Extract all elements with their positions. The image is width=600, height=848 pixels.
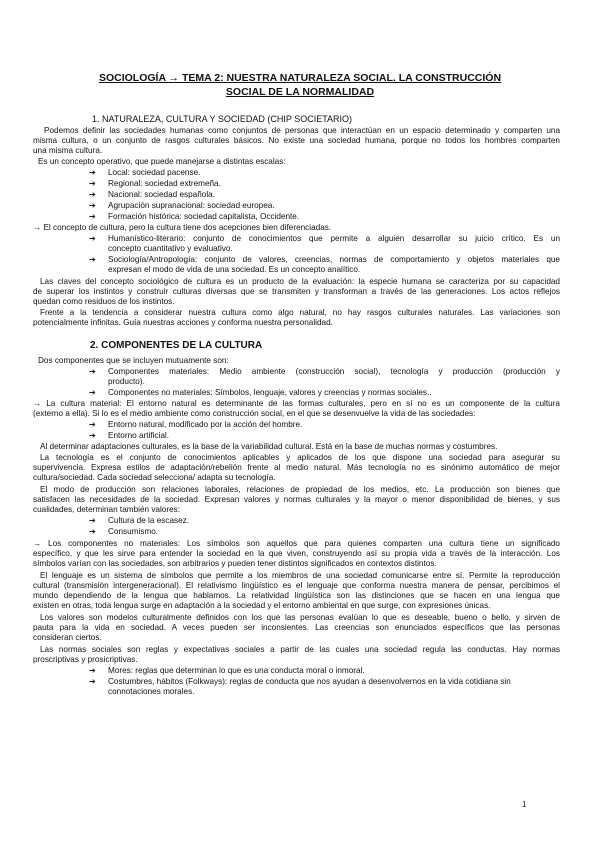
entorno-artificial: Entorno artificial. — [108, 431, 169, 440]
s2-p2-line-1: → La cultura material: El entorno natural es determinante de las formas culturales, pero en sí no es un componente de la cultura — [33, 399, 560, 408]
s2-p2-line-2: (externo a ella). Si lo es el medio ambiente como construcción social, en el que se desenvuelve la vida de las sociedades: — [33, 409, 476, 418]
arrow-icon: ➔ — [89, 212, 96, 221]
component-material-line-2: producto). — [108, 377, 145, 386]
s2-p9-line-2: proscriptivas y prosicriptivas. — [33, 655, 138, 664]
arrow-icon: ➔ — [89, 677, 96, 686]
s1-p3: → El concepto de cultura, pero la cultura tiene dos acepciones bien diferenciadas. — [33, 223, 332, 232]
s2-p8-line-3: consideran ciertos. — [33, 633, 102, 642]
s1-p1-line-1: Podemos definir las sociedades humanas como conjuntos de personas que interactúan en un espacio determinado y comparten una — [44, 126, 560, 135]
document-title-line-1: SOCIOLOGÍA → TEMA 2: NUESTRA NATURALEZA SOCIAL. LA CONSTRUCCIÓN — [98, 72, 502, 84]
section-1-heading: 1. NATURALEZA, CULTURA Y SOCIEDAD (CHIP SOCIETARIO) — [92, 114, 353, 124]
s2-p4-line-3: cultura/sociedad. Cada sociedad selecciona/ adapta su tecnología. — [33, 473, 276, 482]
s2-p6-line-1: → Los componentes no materiales: Los símbolos son aquellos que para quienes comparten una cultura tiene un significado — [33, 539, 560, 548]
component-material-line-1: Componentes materiales: Medio ambiente (construcción social), tecnología y producción (producción y — [108, 367, 560, 376]
scale-item-regional: Regional: sociedad extremeña. — [108, 179, 221, 188]
arrow-icon: ➔ — [89, 255, 96, 264]
s1-p5-line-1: Frente a la tendencia a considerar nuestra cultura como algo natural, no hay rasgos culturales naturales. Las variaciones son — [40, 308, 560, 317]
s2-p4-line-2: supervivencia. Expresa estilos de adaptación/rebelión frente al medio natural. Más tecnología no es sinónimo automático de mejor — [33, 463, 560, 472]
section-2-heading: 2. COMPONENTES DE LA CULTURA — [90, 340, 263, 351]
arrow-icon: ➔ — [89, 388, 96, 397]
acepcion-humanistica-line-1: Humanístico-literario: conjunto de conocimientos que permite a alguien desarrollar su juicio crítico. Es un — [108, 234, 560, 243]
s2-p7-line-1: El lenguaje es un sistema de símbolos que permite a los miembros de una sociedad comunicarse entre sí. Permite la reproducción — [40, 571, 560, 580]
scale-item-nacional: Nacional: sociedad española. — [108, 190, 215, 199]
s1-p4-line-3: quedan como residuos de los instintos. — [33, 297, 175, 306]
s2-p5-line-2: satisfacen las necesidades de la sociedad. Expresan valores y normas culturales y la mayor o menor disponibilidad de bienes, y sus — [33, 495, 560, 504]
norma-folkways-line-2: connotaciones morales. — [108, 687, 195, 696]
s2-p7-line-3: mundo dependiendo de la lengua que hablamos. La relatividad lingüística son las distinciones que se hacen en una lengua que — [33, 591, 560, 600]
s2-p9-line-1: Las normas sociales son reglas y expectativas sociales a partir de las cuales una sociedad regula las conductas. Hay normas — [40, 645, 560, 654]
arrow-icon: ➔ — [89, 179, 96, 188]
arrow-icon: ➔ — [89, 666, 96, 675]
acepcion-humanistica-line-2: concepto cuantitativo y evaluativo. — [108, 244, 233, 253]
scale-item-local: Local: sociedad pacense. — [108, 168, 201, 177]
page-number: 1 — [522, 800, 527, 809]
acepcion-sociologica-line-2: expresan el modo de vida de una sociedad. Es un concepto analítico. — [108, 265, 361, 274]
arrow-icon: ➔ — [89, 234, 96, 243]
entorno-natural: Entorno natural, modificado por la acción del hombre. — [108, 420, 303, 429]
arrow-icon: ➔ — [89, 367, 96, 376]
component-no-material: Componentes no materiales: Símbolos, lenguaje, valores y creencias y normas sociales.. — [108, 388, 432, 397]
s1-p2: Es un concepto operativo, que puede manejarse a distintas escalas: — [38, 157, 286, 166]
s2-p5-line-3: cualidades, determinan también valores: — [33, 505, 181, 514]
arrow-icon: ➔ — [89, 420, 96, 429]
s2-p8-line-1: Los valores son modelos culturalmente definidos con los que las personas evalúan lo que es deseable, bueno o bello, y sirven de — [40, 613, 560, 622]
scale-item-historica: Formación histórica: sociedad capitalista, Occidente. — [108, 212, 300, 221]
s1-p4-line-1: Las claves del concepto sociológico de cultura es un producto de la evaluación: la especie humana se caracteriza por su capacidad — [40, 277, 560, 286]
norma-folkways-line-1: Costumbres, hábitos (Folkways): reglas de conducta que nos ayudan a desenvolvernos en la vida cotidiana sin — [108, 677, 511, 686]
valor-escasez: Cultura de la escasez. — [108, 516, 190, 525]
s1-p1-line-3: una misma cultura. — [33, 146, 103, 155]
s2-p6-line-3: símbolos varían con las sociedades, son arbitrarios y pueden tener distintos significados en contextos distintos. — [33, 559, 437, 568]
s1-p4-line-2: de superar los instintos y construir culturas diversas que se transmiten y transforman a través de las generaciones. Los actos reflejos — [33, 287, 560, 296]
arrow-icon: ➔ — [89, 190, 96, 199]
s1-p1-line-2: misma cultura, o un conjunto de rasgos culturales básicos. No existe una sociedad humana, porque no todos los hombres comparten — [33, 136, 560, 145]
arrow-icon: ➔ — [89, 516, 96, 525]
s2-p7-line-2: cultural (transmisión intergeneracional). El relativismo lingüístico es el lenguaje que conforma nuestra manera de pensar, percibimos el — [33, 581, 560, 590]
norma-mores: Mores: reglas que determinan lo que es una conducta moral o inmoral. — [108, 666, 365, 675]
scale-item-supranacional: Agrupación supranacional: sociedad europea. — [108, 201, 275, 210]
arrow-icon: ➔ — [89, 431, 96, 440]
arrow-icon: ➔ — [89, 201, 96, 210]
valor-consumismo: Consumismo. — [108, 527, 159, 536]
arrow-icon: ➔ — [89, 168, 96, 177]
acepcion-sociologica-line-1: Sociología/Antropología: conjunto de valores, creencias, normas de comportamiento y objetos materiales que — [108, 255, 560, 264]
document-title-line-2: SOCIAL DE LA NORMALIDAD — [225, 86, 375, 98]
s2-p4-line-1: La tecnología es el conjunto de conocimientos aplicables y aplicados de los que dispone una sociedad para asegurar su — [40, 453, 560, 462]
arrow-icon: ➔ — [89, 527, 96, 536]
s2-p8-line-2: pauta para la vida en sociedad. A veces pueden ser inconsientes. Las creencias son enunciados específicos que las personas — [33, 623, 560, 632]
s2-p6-line-2: específico, y que les sirve para entender la sociedad en la que viven, construyendo así su propia vida a través de la interacción. Los — [33, 549, 560, 558]
s2-p7-line-4: existen en otras, toda lengua surge en adaptación a la sociedad y el entorno ambiental en que surge, con expresiones únicas. — [33, 601, 491, 610]
s2-p3: Al determinar adaptaciones culturales, es la base de la variabilidad cultural. Está en la base de muchas normas y costumbres. — [40, 442, 498, 451]
s1-p5-line-2: potencialmente infinitas. Guía nuestras acciones y conforma nuestra personalidad. — [33, 318, 333, 327]
s2-p1: Dos componentes que se incluyen mutuamente son: — [38, 356, 229, 365]
s2-p5-line-1: El modo de producción son relaciones laborales, relaciones de propiedad de los medios, etc. La producción son bienes que — [40, 485, 560, 494]
